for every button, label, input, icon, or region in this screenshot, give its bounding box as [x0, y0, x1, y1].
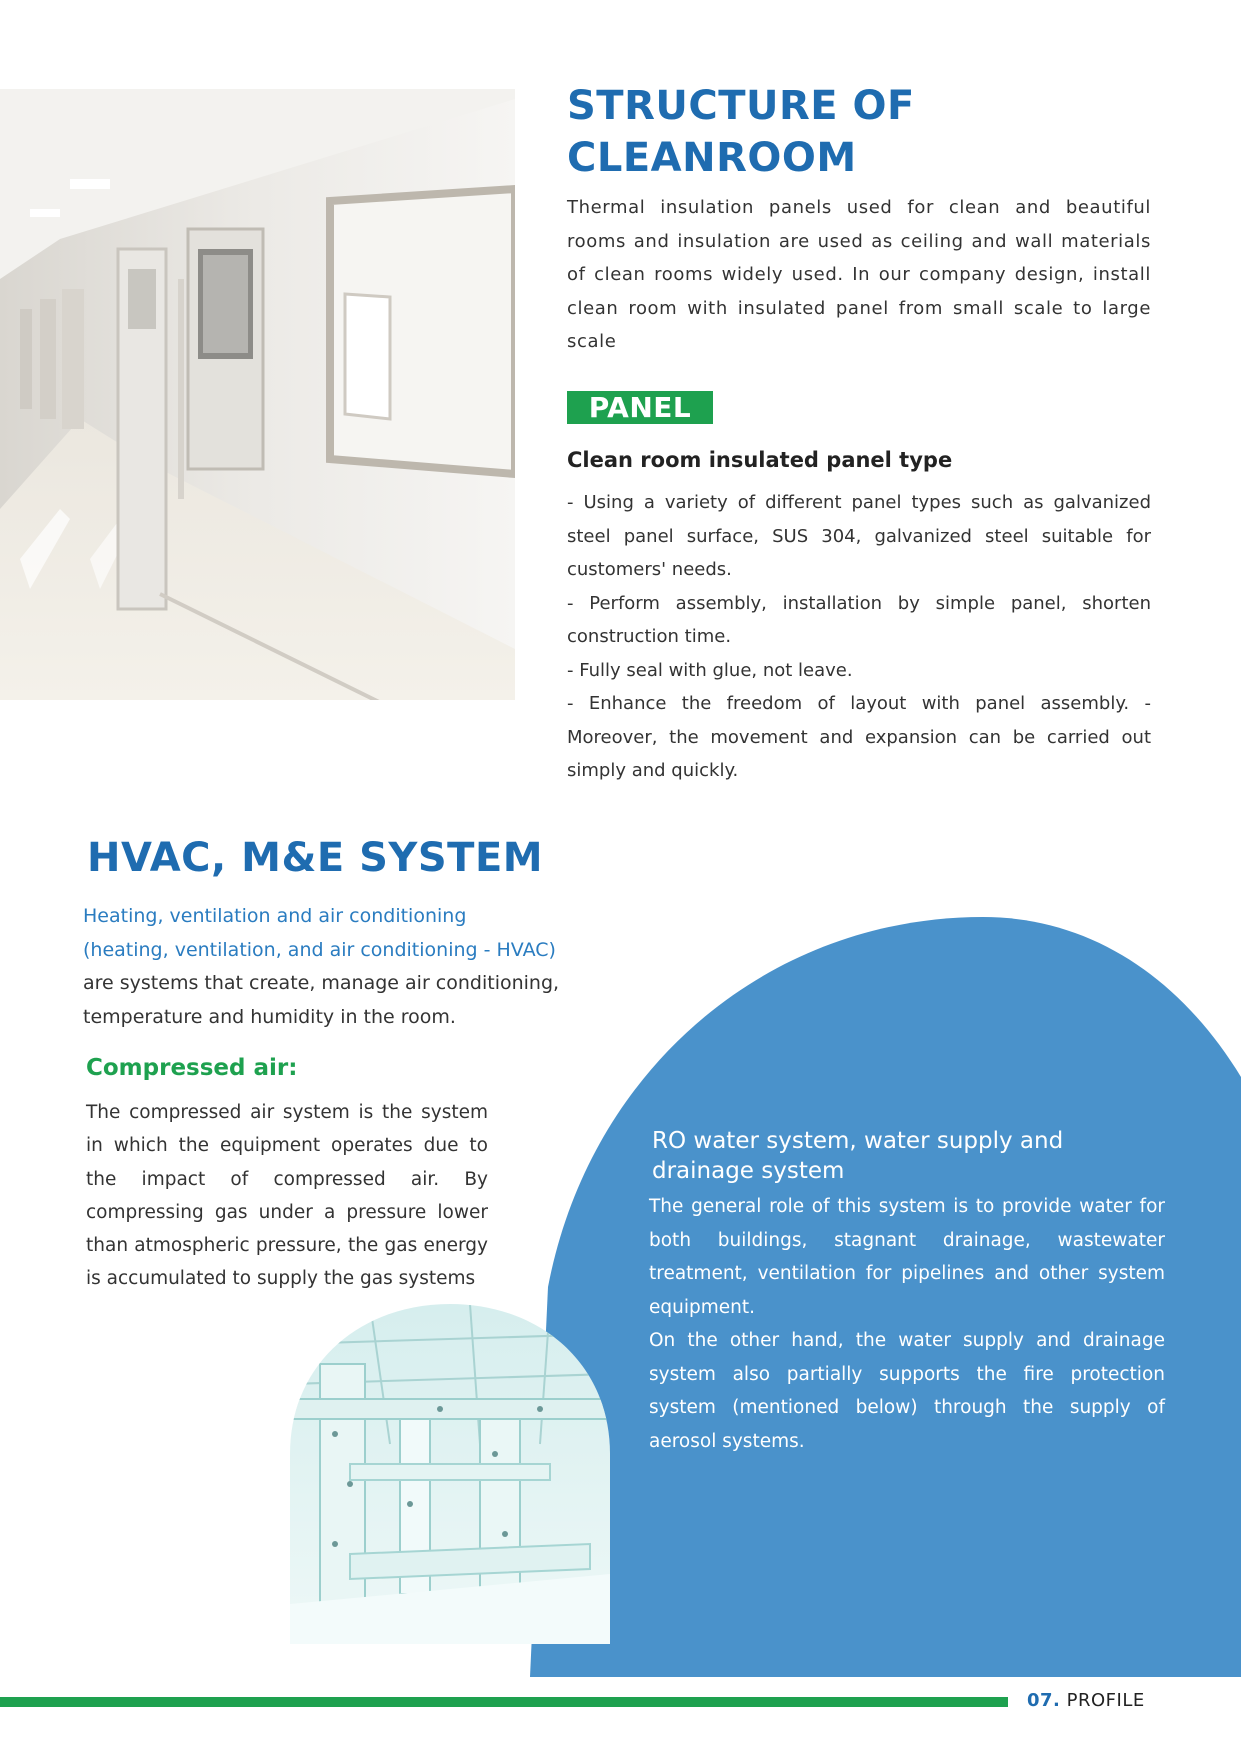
footer-page-label [1027, 1690, 1145, 1711]
cleanroom-corridor-photo [0, 89, 515, 700]
ro-water-paragraph: The general role of this system is to provide water for both buildings, stagnant drainage, wastewater treatment, ventilation for pipelines and other system equipment. [649, 1196, 1165, 1318]
ro-water-paragraph: On the other hand, the water supply and drainage system also partially supports the fire protection system (mentioned below) through the supply of aerosol systems. [649, 1330, 1165, 1452]
compressed-air-title: Compressed air: [86, 1055, 298, 1081]
structure-title-line2: CLEANROOM [567, 135, 857, 181]
structure-body: Thermal insulation panels used for clean and beautiful rooms and insulation are used as ceiling and wall materials of clean rooms widely used. In our company design, install clean room with insulated panel from small scale to large scale [567, 197, 1151, 352]
ro-water-body [649, 1190, 1165, 1458]
page-number: 07. [1027, 1690, 1061, 1711]
footer-section-label: PROFILE [1066, 1690, 1145, 1711]
hvac-title: HVAC, M&E SYSTEM [87, 835, 544, 881]
panel-feature-item: - Fully seal with glue, not leave. [567, 659, 853, 681]
ro-water-title: RO water system, water supply and drainage system [652, 1128, 1064, 1184]
structure-title [567, 80, 1167, 184]
hvac-intro-blue-line2: (heating, ventilation, and air conditioning - HVAC) [83, 938, 556, 961]
panel-badge: PANEL [567, 391, 713, 424]
structure-title-line1: STRUCTURE OF [567, 83, 915, 129]
footer-bar [0, 1697, 1008, 1707]
panel-subtitle: Clean room insulated panel type [567, 448, 953, 472]
hvac-ducting-photo [290, 1304, 610, 1644]
panel-features-list [567, 486, 1151, 788]
hvac-intro-dark: are systems that create, manage air conditioning, temperature and humidity in the room. [83, 972, 560, 1028]
panel-feature-item: - Perform assembly, installation by simple panel, shorten construction time. [567, 592, 1151, 647]
hvac-intro-blue-line1: Heating, ventilation and air conditioning [83, 905, 467, 927]
panel-feature-item: - Using a variety of different panel types such as galvanized steel panel surface, SUS 304, galvanized steel suitable for customers' needs. [567, 492, 1151, 580]
panel-feature-item: - Enhance the freedom of layout with panel assembly. - Moreover, the movement and expansion can be carried out simply and quickly. [567, 693, 1151, 781]
hvac-intro [83, 900, 613, 1034]
compressed-air-body: The compressed air system is the system in which the equipment operates due to the impact of compressed air. By compressing gas under a pressure lower than atmospheric pressure, the gas energy is accumulated to supply the gas systems [86, 1102, 488, 1290]
